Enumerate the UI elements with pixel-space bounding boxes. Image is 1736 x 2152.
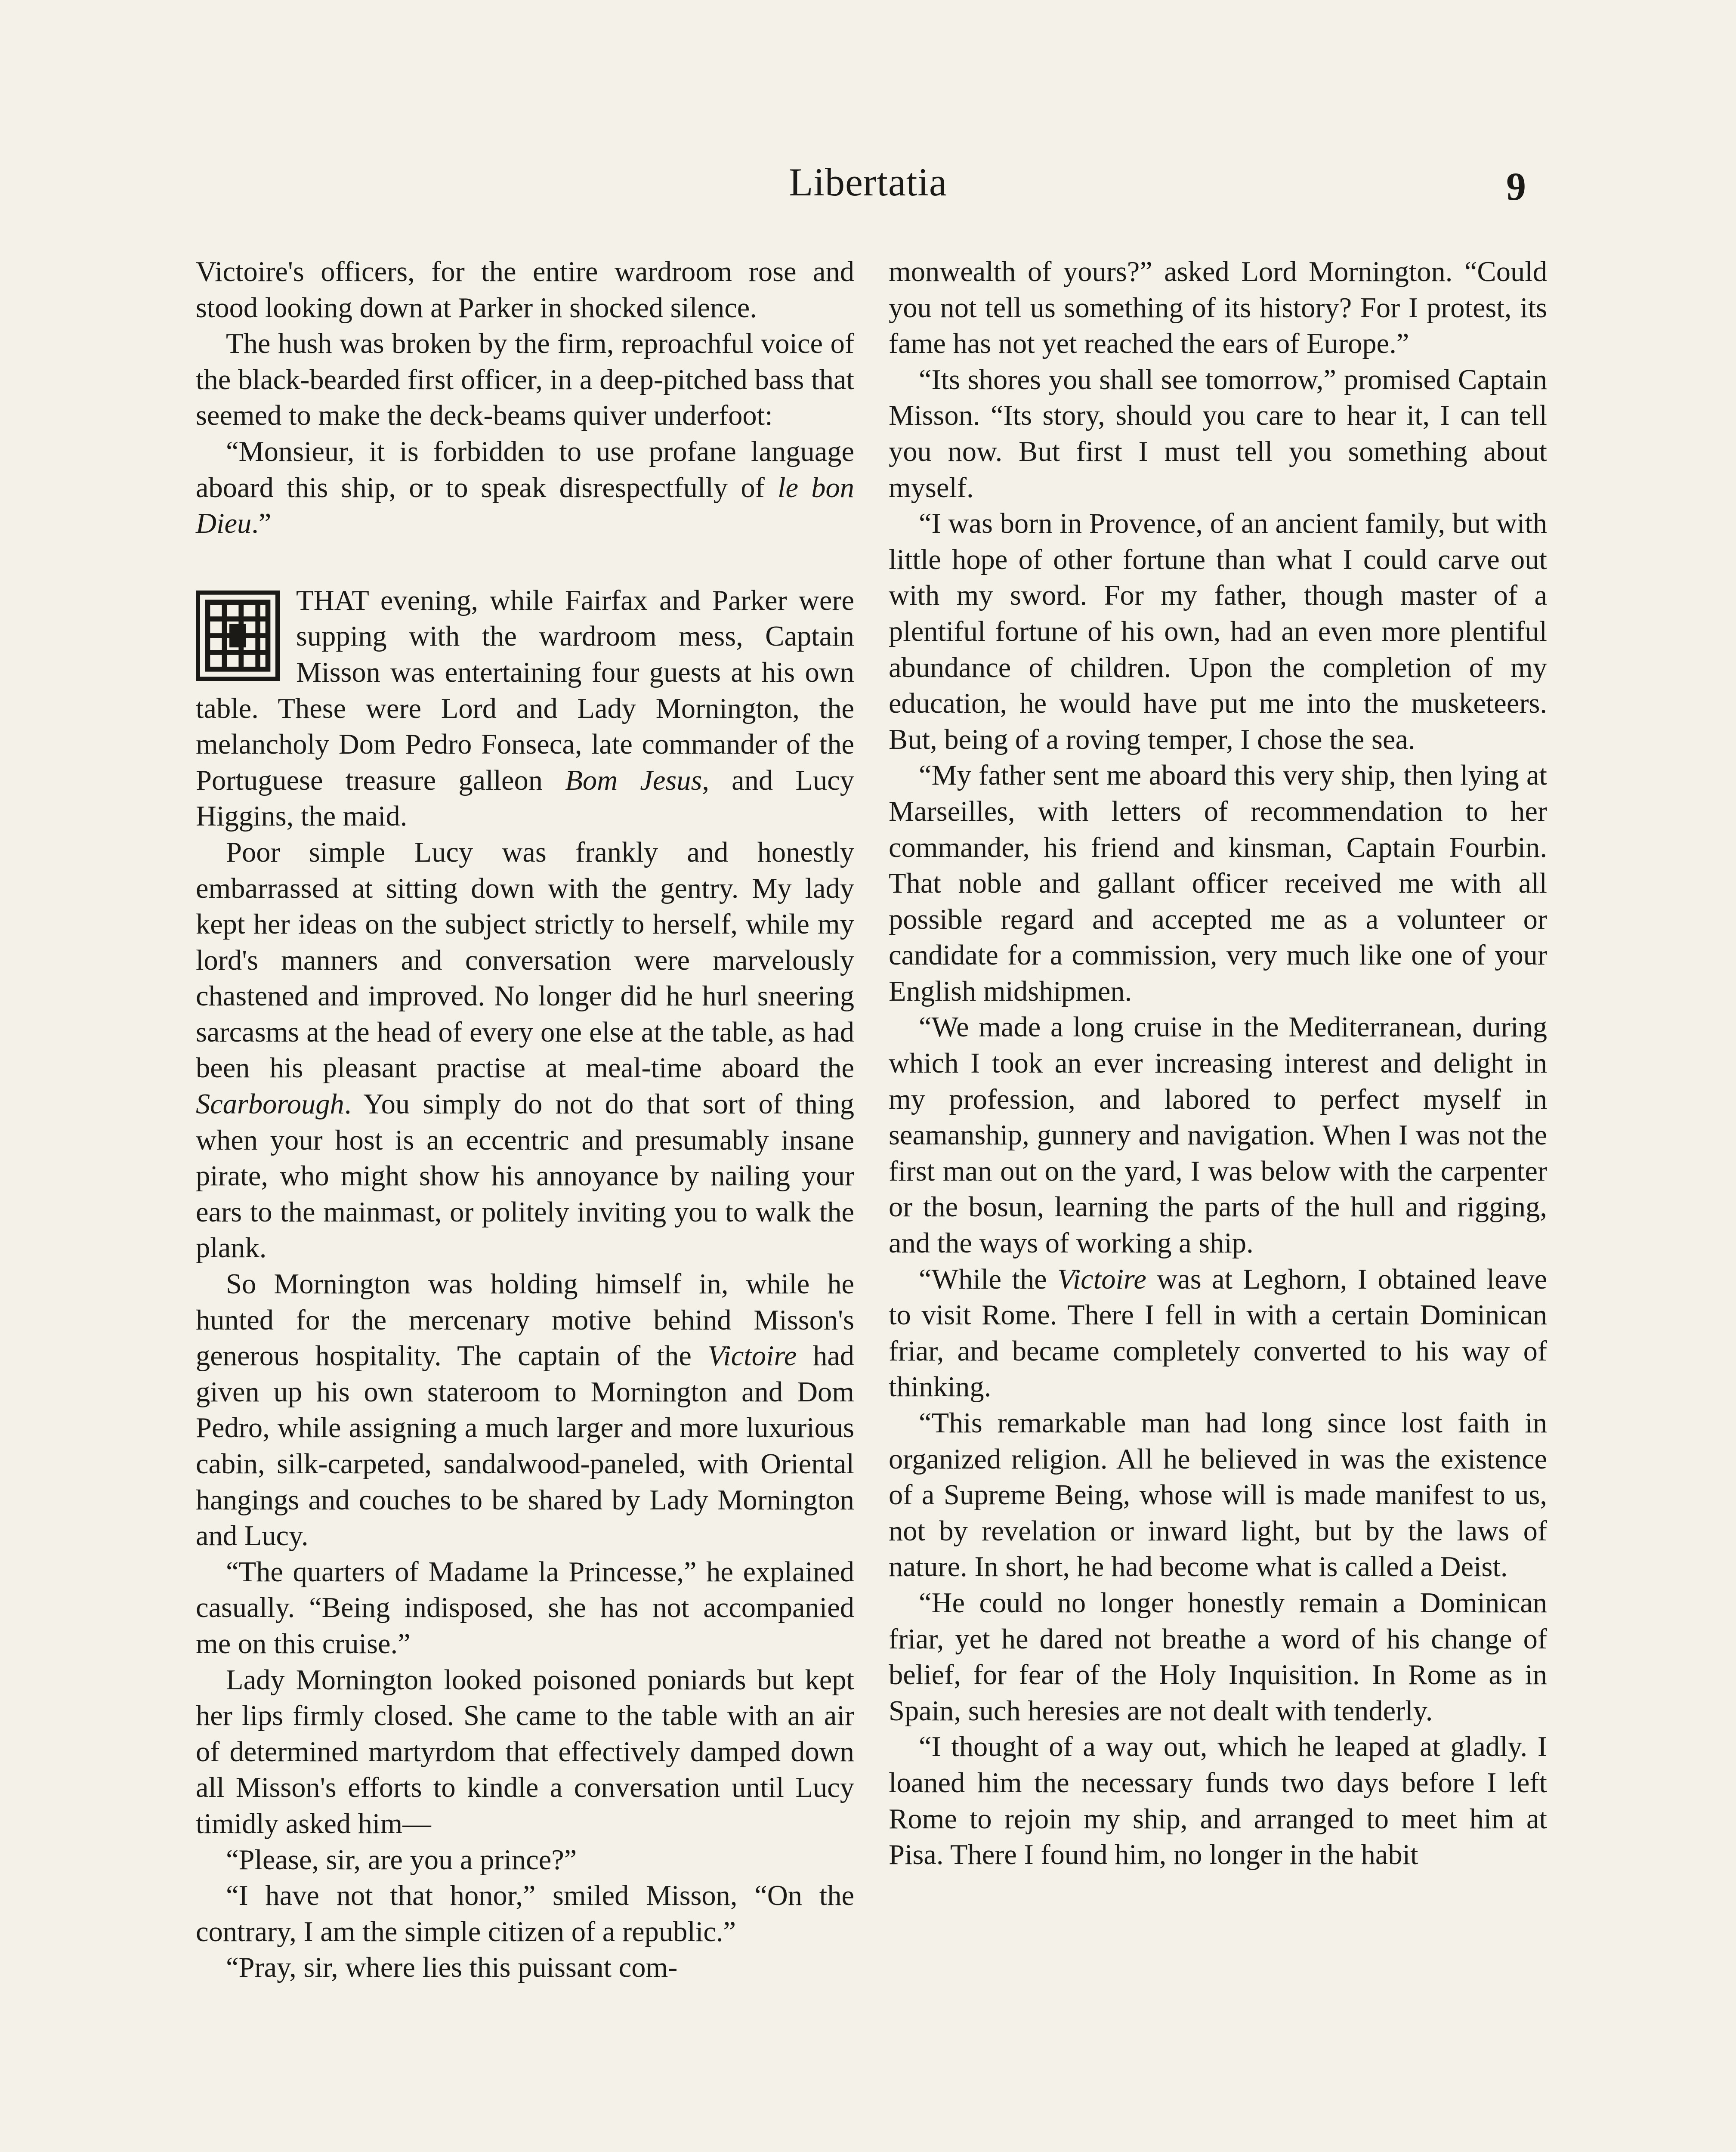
paragraph-text: So Mornington was holding himself in, while he hunted for the mercenary motive behind Misson's generous hospitality. The captain of the [196, 1268, 854, 1372]
paragraph [889, 1585, 1547, 1729]
paragraph [196, 326, 854, 434]
paragraph-text: “My father sent me aboard this very ship, then lying at Marseilles, with letters of recommendation to her commander, his friend and kinsman, Captain Fourbin. That noble and gallant officer received me with all possible regard and accepted me as a volunteer or candidate for a commission, very much like one of your English midshipmen. [889, 760, 1547, 1007]
paragraph [196, 835, 854, 1266]
paragraph-text: The hush was broken by the firm, reproachful voice of the black-bearded first officer, in a deep-pitched bass that seemed to make the deck-beams quiver underfoot: [196, 328, 854, 432]
paragraph [196, 1554, 854, 1662]
paragraph [889, 1009, 1547, 1261]
paragraph-text: , and Lucy Higgins, the maid. [196, 764, 854, 832]
page-number: 9 [1506, 164, 1526, 208]
paragraph [889, 362, 1547, 506]
paragraph [889, 254, 1547, 362]
paragraph [889, 1729, 1547, 1873]
paragraph-text: “He could no longer honestly remain a Dominican friar, yet he dared not breathe a word of his change of belief, for fear of the Holy Inquisition. In Rome as in Spain, such heresies are not dealt with tenderly. [889, 1587, 1547, 1727]
left-column [196, 254, 854, 1986]
running-title: Libertatia [789, 160, 947, 204]
italic-phrase: le bon Dieu [196, 472, 854, 540]
italic-phrase: Victoire [1057, 1263, 1146, 1295]
paragraph-text: Lady Mornington looked poisoned poniards but kept her lips firmly closed. She came to the table with an air of determined martyrdom that effectively damped down all Misson's efforts to kindle a conversation until Lucy timidly asked him— [196, 1664, 854, 1840]
paragraph-text: “I have not that honor,” smiled Misson, “On the contrary, I am the simple citizen of a republic.” [196, 1880, 854, 1948]
paragraph-text: “Monsieur, it is forbidden to use profane language aboard this ship, or to speak disrespectfully of [196, 436, 854, 504]
paragraph-text: . You simply do not do that sort of thing when your host is an eccentric and presumably insane pirate, who might show his annoyance by nailing your ears to the mainmast, or politely inviting you to walk the plank. [196, 1088, 854, 1264]
paragraph [889, 758, 1547, 1009]
paragraph-text: “I was born in Provence, of an ancient family, but with little hope of other fortune than what I could carve out with my sword. For my father, though master of a plentiful fortune of his own, had an even more plentiful abundance of children. Upon the completion of my education, he would have put me into the musketeers. But, being of a roving temper, I chose the sea. [889, 508, 1547, 755]
paragraph-text: “We made a long cruise in the Mediterranean, during which I took an ever increasing interest and delight in my profession, and labored to perfect myself in seamanship, gunnery and navigation. When I was not the first man out on the yard, I was below with the carpenter or the bosun, learning the parts of the hull and rigging, and the ways of working a ship. [889, 1011, 1547, 1259]
section-opening [196, 583, 854, 835]
paragraph-text: “This remarkable man had long since lost faith in organized religion. All he believed in was the existence of a Supreme Being, whose will is made manifest to us, not by revelation or inward light, but by the laws of nature. In short, he had become what is called a Deist. [889, 1407, 1547, 1583]
paragraph-text: “While the [919, 1263, 1058, 1295]
paragraph-text: “The quarters of Madame la Princesse,” he explained casually. “Being indisposed, she has not accompanied me on this cruise.” [196, 1556, 854, 1660]
right-column [889, 254, 1547, 1873]
paragraph-text: monwealth of yours?” asked Lord Mornington. “Could you not tell us something of its history? For I protest, its fame has not yet reached the ears of Europe.” [889, 256, 1547, 360]
paragraph [196, 1842, 854, 1878]
paragraph [889, 1262, 1547, 1405]
italic-phrase: Bom Jesus [565, 764, 702, 796]
paragraph-text: “Its shores you shall see tomorrow,” promised Captain Misson. “Its story, should you care to hear it, I can tell you now. But first I must tell you something about myself. [889, 364, 1547, 504]
paragraph-text: “Pray, sir, where lies this puissant com- [226, 1952, 678, 1984]
paragraph-text: was at Leghorn, I obtained leave to visit Rome. There I fell in with a certain Dominican friar, and became completely converted to his way of thinking. [889, 1263, 1547, 1403]
paragraph [889, 506, 1547, 758]
paragraph-text: .” [251, 508, 272, 540]
paragraph-text: Poor simple Lucy was frankly and honestly embarrassed at sitting down with the gentry. My lady kept her ideas on the subject strictly to herself, while my lord's manners and conversation were marvelously chastened and improved. No longer did he hurl sneering sarcasms at the head of every one else at the table, as had been his pleasant practise at meal-time aboard the [196, 836, 854, 1084]
paragraph [196, 434, 854, 542]
decorative-ornament-icon [196, 591, 280, 681]
paragraph [196, 1266, 854, 1554]
paragraph-text: had given up his own stateroom to Mornington and Dom Pedro, while assigning a much larger and more luxurious cabin, silk-carpeted, sandalwood-paneled, with Oriental hangings and couches to be shared by Lady Mornington and Lucy. [196, 1340, 854, 1552]
paragraph-text: Victoire's officers, for the entire wardroom rose and stood looking down at Parker in shocked silence. [196, 256, 854, 324]
italic-phrase: Victoire [707, 1340, 797, 1372]
paragraph-text: THAT evening, while Fairfax and Parker were supping with the wardroom mess, Captain Misson was entertaining four guests at his own table. These were Lord and Lady Mornington, the melancholy Dom Pedro Fonseca, late commander of the Portuguese treasure galleon [196, 584, 854, 796]
paragraph-text: “Please, sir, are you a prince?” [226, 1844, 577, 1876]
paragraph [196, 1878, 854, 1950]
paragraph [889, 1405, 1547, 1585]
paragraph [196, 1662, 854, 1842]
paragraph [196, 1950, 854, 1986]
paragraph-text: “I thought of a way out, which he leaped at gladly. I loaned him the necessary funds two days before I left Rome to rejoin my ship, and arranged to meet him at Pisa. There I found him, no longer in the habit [889, 1731, 1547, 1871]
italic-phrase: Scarborough [196, 1088, 344, 1120]
paragraph [196, 254, 854, 326]
paragraph [196, 583, 854, 835]
